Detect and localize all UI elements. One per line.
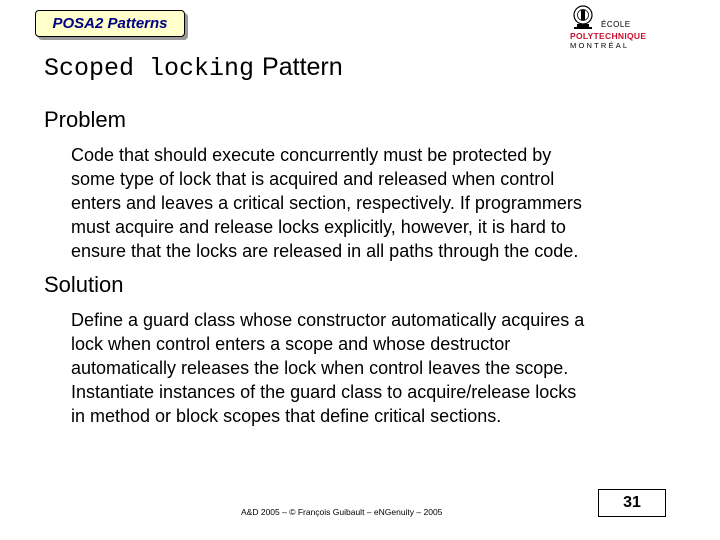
crest-icon	[570, 4, 596, 30]
problem-line: must acquire and release locks explicitly, however, it is hard to	[71, 217, 566, 237]
page-number-box	[598, 489, 666, 517]
solution-paragraph	[71, 308, 671, 428]
problem-line: ensure that the locks are released in all paths through the code.	[71, 241, 579, 261]
section-tag-label: POSA2 Patterns	[52, 15, 168, 32]
solution-line: Instantiate instances of the guard class to acquire/release locks	[71, 382, 577, 402]
solution-line: automatically releases the lock when control leaves the scope.	[71, 358, 569, 378]
title-text-part: Pattern	[262, 53, 343, 81]
logo-line-polytechnique: POLYTECHNIQUE	[570, 31, 647, 41]
school-logo	[560, 4, 650, 48]
page-number: 31	[623, 494, 641, 511]
solution-line: Define a guard class whose constructor automatically acquires a	[71, 310, 585, 330]
logo-line-montreal: MONTRÉAL	[570, 41, 630, 50]
footer-credit: A&D 2005 – © François Guibault – eNGenuity – 2005	[241, 507, 443, 517]
logo-line-ecole: ÉCOLE	[601, 20, 631, 29]
slide-title	[44, 53, 343, 83]
problem-heading: Problem	[44, 107, 126, 132]
solution-line: lock when control enters a scope and whose destructor	[71, 334, 511, 354]
solution-line: in method or block scopes that define critical sections.	[71, 406, 502, 426]
solution-heading: Solution	[44, 272, 124, 297]
problem-line: enters and leaves a critical section, respectively. If programmers	[71, 193, 582, 213]
problem-line: some type of lock that is acquired and released when control	[71, 169, 555, 189]
problem-line: Code that should execute concurrently must be protected by	[71, 145, 552, 165]
title-code-part: Scoped locking	[44, 54, 255, 83]
problem-paragraph	[71, 143, 671, 263]
section-tag	[35, 10, 185, 37]
